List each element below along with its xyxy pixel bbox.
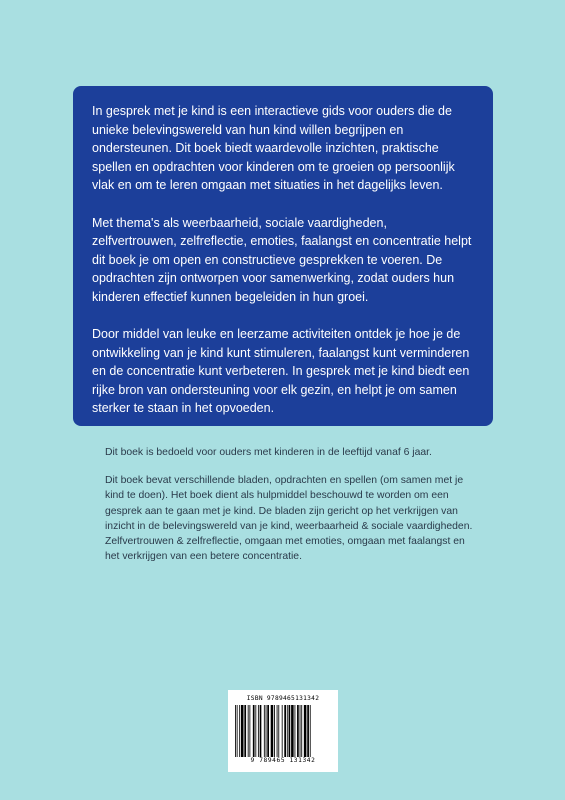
contents-description: Dit boek bevat verschillende bladen, opdrachten en spellen (om samen met je kind te doen). Het boek dient als hulpmiddel beschouwd te worden om een gesprek aan te gaan met je kind. De bladen zijn gericht op het verkrijgen van inzicht in de belevingswereld van je kind, weerbaarheid & sociale vaardigheden. Zelfvertrouwen & zelfreflectie, omgaan met emoties, omgaan met faalangst en het verkrijgen van een betere concentratie. xyxy=(105,475,473,563)
barcode-bar xyxy=(297,705,299,757)
barcode-bar xyxy=(258,705,259,757)
barcode-bar xyxy=(277,705,278,757)
barcode-bar xyxy=(255,705,256,757)
barcode-bar xyxy=(310,705,311,757)
barcode-number: 9 789465 131342 xyxy=(250,757,316,764)
barcode-bar xyxy=(300,705,301,757)
barcode-bar xyxy=(295,705,296,757)
back-cover-blurb-panel xyxy=(73,86,493,426)
barcode-bar xyxy=(267,705,269,757)
blurb-paragraph-2: Met thema's als weerbaarheid, sociale vaardigheden, zelfvertrouwen, zelfreflectie, emoties, faalangst en concentratie helpt dit boek je om open en constructieve gesprekken te voeren. De opdrachten zijn ontworpen voor samenwerking, zodat ouders hun kinderen effectief kunnen begeleiden in hun groei. xyxy=(92,215,472,304)
barcode-bar xyxy=(237,705,238,757)
barcode-bar xyxy=(282,705,283,757)
barcode-bar xyxy=(307,705,309,757)
barcode-bar xyxy=(271,705,274,757)
blurb-paragraph-1: In gesprek met je kind is een interactieve gids voor ouders die de unieke belevingswereld van hun kind willen begrijpen en ondersteunen. Dit boek biedt waardevolle inzichten, praktische spellen en opdrachten voor kinderen om te groeien op persoonlijk vlak en om te leren omgaan met situaties in het dagelijks leven. xyxy=(92,104,455,192)
barcode-bar xyxy=(301,705,302,757)
isbn-label: ISBN 9789465131342 xyxy=(246,695,320,702)
barcode-bar xyxy=(264,705,265,757)
barcode-bar xyxy=(235,705,236,757)
barcode-bars xyxy=(234,705,332,757)
audience-note: Dit boek is bedoeld voor ouders met kinderen in de leeftijd vanaf 6 jaar. xyxy=(105,447,432,458)
barcode-bar xyxy=(291,705,294,757)
barcode-bar xyxy=(278,705,279,757)
barcode-bar xyxy=(241,705,244,757)
barcode-bar xyxy=(249,705,250,757)
barcode-bar xyxy=(244,705,246,757)
blurb-paragraph-3: Door middel van leuke en leerzame activiteiten ontdek je hoe je de ontwikkeling van je kind kunt stimuleren, faalangst kunt verminderen en de concentratie kunt verbeteren. In gesprek met je kind biedt een rijke bron van ondersteuning voor elk gezin, en helpt je om samen sterker te staan in het opvoeden. xyxy=(92,327,470,415)
isbn-barcode xyxy=(228,690,338,772)
barcode-bar xyxy=(248,705,249,757)
barcode-bar xyxy=(287,705,288,757)
barcode-bar xyxy=(239,705,240,757)
barcode-bar xyxy=(253,705,255,757)
book-details-text xyxy=(105,445,480,576)
barcode-bar xyxy=(289,705,291,757)
barcode-bar xyxy=(274,705,275,757)
barcode-bar xyxy=(304,705,307,757)
barcode-bar xyxy=(266,705,267,757)
barcode-bar xyxy=(260,705,262,757)
barcode-bar xyxy=(284,705,286,757)
